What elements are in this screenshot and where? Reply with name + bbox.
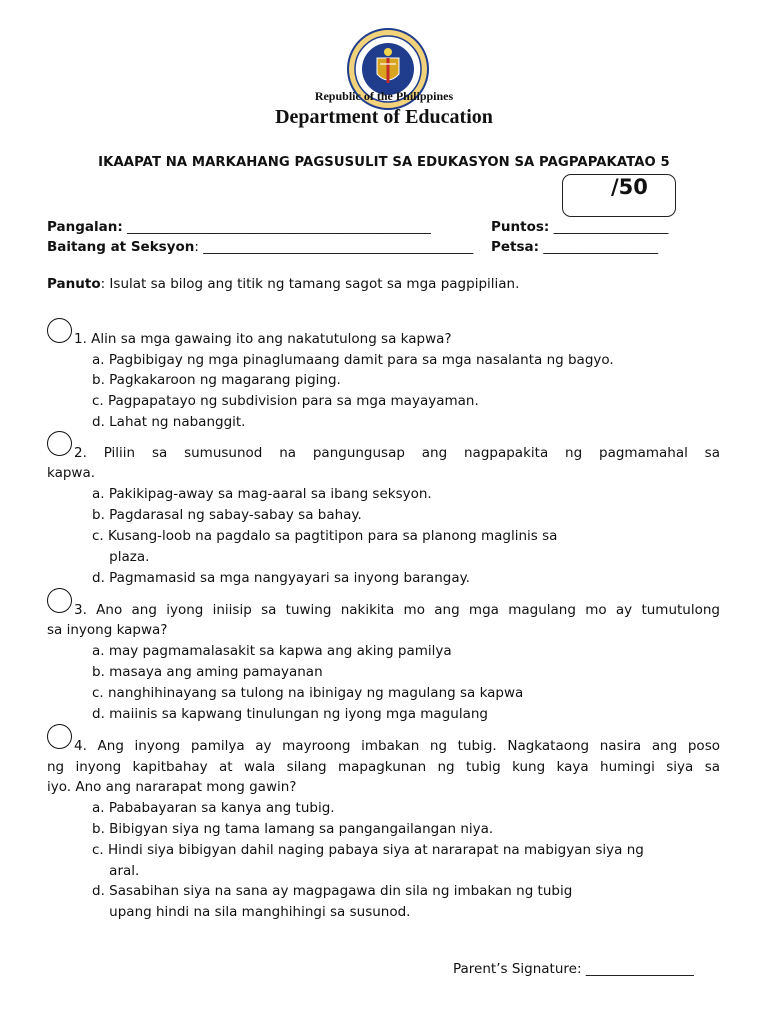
parent-signature (453, 961, 694, 977)
department-heading: Department of Education (275, 106, 493, 128)
question-2-stem-line-2: kapwa. (47, 465, 96, 481)
question-3-option-b: b. masaya ang aming pamayanan (92, 664, 323, 680)
question-3-option-c: c. nanghihinayang sa tulong na ibinigay ng magulang sa kapwa (92, 685, 524, 701)
question-1-stem: 1. Alin sa mga gawaing ito ang nakatutulong sa kapwa? (74, 331, 452, 347)
question-1-option-d: d. Lahat ng nabanggit. (92, 414, 246, 430)
date-field-row (491, 239, 658, 255)
answer-circle-4[interactable] (47, 724, 72, 749)
grade-field-row (47, 239, 473, 255)
name-label: Pangalan: (47, 219, 123, 235)
date-label: Petsa: (491, 239, 540, 255)
signature-label: Parent’s Signature: (453, 961, 582, 977)
answer-circle-2[interactable] (47, 431, 72, 456)
question-3-stem-line-1: 3. Ano ang iyong iniisip sa tuwing nakikita mo ang mga magulang mo ay tumutulong (74, 602, 720, 618)
question-4-option-b: b. Bibigyan siya ng tama lamang sa pangangailangan niya. (92, 821, 494, 837)
date-line[interactable]: _________________ (543, 239, 659, 255)
score-line[interactable]: _________________ (553, 219, 669, 235)
grade-colon: : (194, 239, 199, 255)
exam-title: IKAAPAT NA MARKAHANG PAGSUSULIT SA EDUKASYON SA PAGPAPAKATAO 5 (98, 155, 670, 170)
question-4-stem-line-2: ng inyong kapitbahay at wala silang mapagkunan ng tubig kung kaya humingi siya sa (47, 759, 720, 775)
question-2-stem-line-1: 2. Piliin sa sumusunod na pangungusap ang nagpapakita ng pagmamahal sa (74, 445, 720, 461)
question-2-option-b: b. Pagdarasal ng sabay-sabay sa bahay. (92, 507, 362, 523)
question-4-option-a: a. Pababayaran sa kanya ang tubig. (92, 800, 335, 816)
question-4-option-c: c. Hindi siya bibigyan dahil naging pabaya siya at nararapat na mabigyan siya ng (92, 842, 644, 858)
question-4-option-c-cont: aral. (92, 863, 140, 879)
answer-circle-3[interactable] (47, 588, 72, 613)
score-field-row (491, 219, 668, 235)
score-label: Puntos: (491, 219, 550, 235)
name-field-row (47, 219, 431, 235)
instructions-text: : Isulat sa bilog ang titik ng tamang sagot sa mga pagpipilian. (100, 276, 520, 292)
question-4-option-d: d. Sasabihan siya na sana ay magpagawa din sila ng imbakan ng tubig (92, 883, 573, 899)
instructions-label: Panuto (47, 276, 101, 292)
question-4-option-d-cont: upang hindi na sila manghihingi sa susunod. (92, 904, 411, 920)
question-2-option-d: d. Pagmamasid sa mga nangyayari sa inyong barangay. (92, 570, 470, 586)
question-3-stem-line-2: sa inyong kapwa? (47, 622, 168, 638)
grade-line[interactable]: ________________________________________ (203, 239, 474, 255)
instructions (47, 276, 519, 292)
score-total: /50 (611, 175, 648, 199)
question-1-option-b: b. Pagkakaroon ng magarang piging. (92, 372, 341, 388)
name-line[interactable]: _____________________________________________ (127, 219, 431, 235)
answer-circle-1[interactable] (47, 318, 72, 343)
question-1-option-a: a. Pagbibigay ng mga pinaglumaang damit para sa mga nasalanta ng bagyo. (92, 352, 614, 368)
question-2-option-c: c. Kusang-loob na pagdalo sa pagtitipon para sa planong maglinis sa (92, 528, 558, 544)
republic-heading: Republic of the Philippines (314, 89, 454, 103)
grade-label: Baitang at Seksyon (47, 239, 195, 255)
question-2-option-c-cont: plaza. (92, 549, 150, 565)
question-2-option-a: a. Pakikipag-away sa mag-aaral sa ibang seksyon. (92, 486, 432, 502)
question-4-stem-line-1: 4. Ang inyong pamilya ay mayroong imbakan ng tubig. Nagkataong nasira ang poso (74, 738, 720, 754)
question-3-option-a: a. may pagmamalasakit sa kapwa ang aking pamilya (92, 643, 452, 659)
question-4-stem-line-3: iyo. Ano ang nararapat mong gawin? (47, 779, 297, 795)
signature-line[interactable]: ________________ (585, 961, 694, 977)
question-3-option-d: d. maiinis sa kapwang tinulungan ng iyong mga magulang (92, 706, 488, 722)
question-1-option-c: c. Pagpapatayo ng subdivision para sa mga mayayaman. (92, 393, 479, 409)
